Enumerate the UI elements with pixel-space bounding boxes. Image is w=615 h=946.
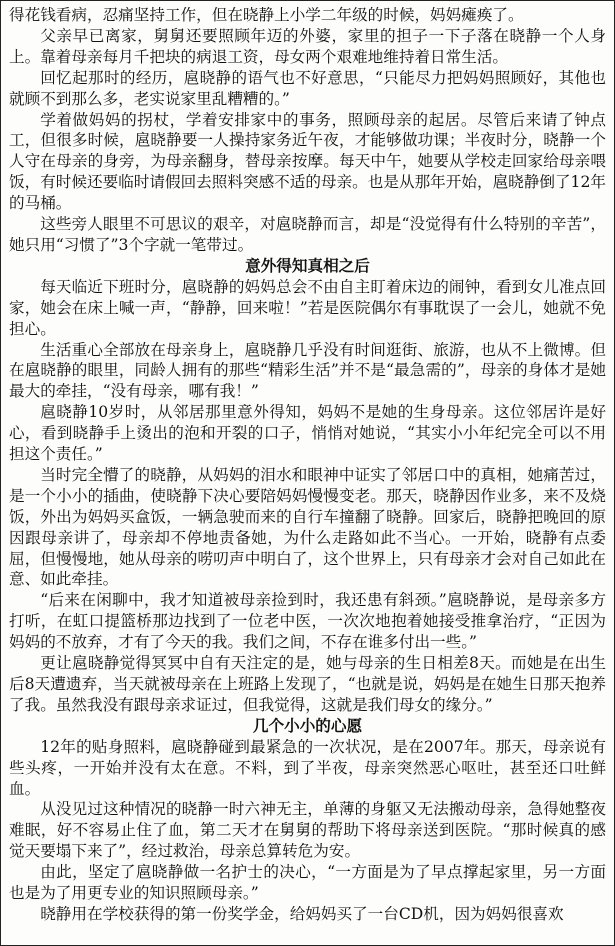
paragraph: “后来在闲聊中，我才知道被母亲捡到时，我还患有斜颈。”扈晓静说，是母亲多方打听，在虹口提篮桥那边找到了一位老中医，一次次地抱着她接受推拿治疗，“正因为妈妈的不放弃，才有了今天的我。我们之间，不存在谁多付出一些。” [9, 591, 606, 652]
paragraph: 得花钱看病，忍痛坚持工作，但在晓静上小学二年级的时候，妈妈瘫痪了。 [9, 6, 524, 24]
article-body [9, 5, 606, 925]
paragraph: 每天临近下班时分，扈晓静的妈妈总会不由自主盯着床边的闹钟，看到女儿准点回家，她会在床上喊一声，“静静，回来啦！”若是医院偶尔有事耽误了一会儿，她就不免担心。 [9, 277, 606, 338]
section-heading: 几个小小的心愿 [252, 716, 363, 735]
paragraph: 学着做妈妈的拐杖，学着安排家中的事务，照顾母亲的起居。尽管后来请了钟点工，但很多时候，扈晓静要一人操持家务近午夜，才能够做功课；半夜时分，晓静一个人守在母亲的身旁，为母亲翻身，替母亲按摩。每天中午，她要从学校走回家给母亲喂饭，有时候还要临时请假回去照料突感不适的母亲。也是从那年开始，扈晓静倒了12年的马桶。 [9, 110, 606, 213]
paragraph: 这些旁人眼里不可思议的艰辛，对扈晓静而言，却是“没觉得有什么特别的辛苦”，她只用“习惯了”3个字就一笔带过。 [9, 215, 606, 254]
paragraph: 当时完全懵了的晓静，从妈妈的泪水和眼神中证实了邻居口中的真相，她痛苦过，是一个小小的插曲，使晓静下决心要陪妈妈慢慢变老。那天，晓静因作业多，来不及烧饭，外出为妈妈买盒饭，一辆急驶而来的自行车撞翻了晓静。回家后，晓静把晚回的原因跟母亲讲了，母亲却不停地责备她，为什么走路如此不当心。一开始，晓静有点委屈，但慢慢地，她从母亲的唠叨声中明白了，这个世界上，只有母亲才会对自己如此在意、如此牵挂。 [9, 465, 606, 589]
paragraph: 12年的贴身照料，扈晓静碰到最紧急的一次状况，是在2007年。那天，母亲说有些头疼，一开始并没有太在意。不料，到了半夜，母亲突然恶心呕吐，甚至还口吐鲜血。 [9, 737, 606, 798]
paragraph: 晓静用在学校获得的第一份奖学金，给妈妈买了一台CD机，因为妈妈很喜欢 [40, 904, 564, 923]
paragraph: 回忆起那时的经历，扈晓静的语气也不好意思，“只能尽力把妈妈照顾好，其他也就顾不到那么多，老实说家里乱糟糟的。” [9, 68, 606, 108]
paragraph: 生活重心全部放在母亲身上，扈晓静几乎没有时间逛街、旅游，也从不上微博。但在扈晓静的眼里，同龄人拥有的那些“精彩生活”并不是“最急需的”，母亲的身体才是她最大的牵挂，“没有母亲，哪有我！” [9, 340, 606, 401]
paragraph: 更让扈晓静觉得冥冥中自有天注定的是，她与母亲的生日相差8天。而她是在出生后8天遭遗弃，当天就被母亲在上班路上发现了，“也就是说，妈妈是在她生日那天抱养了我。虽然我没有跟母亲求证过，但我觉得，这就是我们母女的缘分。” [9, 654, 606, 714]
paragraph: 父亲早已离家，舅舅还要照顾年迈的外婆，家里的担子一下子落在晓静一个人身上。靠着母亲每月千把块的病退工资，母女两个艰难地维持着日常生活。 [9, 26, 606, 66]
paragraph: 从没见过这种情况的晓静一时六神无主，单薄的身躯又无法搬动母亲，急得她整夜难眠，好不容易止住了血，第二天才在舅舅的帮助下将母亲送到医院。“那时候真的感觉天要塌下来了”，经过救治，母亲总算转危为安。 [9, 800, 606, 861]
section-heading: 意外得知真相之后 [245, 256, 370, 275]
paragraph: 扈晓静10岁时，从邻居那里意外得知，妈妈不是她的生身母亲。这位邻居许是好心，看到晓静手上烫出的泡和开裂的口子，悄悄对她说，“其实小小年纪完全可以不用担这个责任。” [9, 403, 606, 464]
paragraph: 由此，坚定了扈晓静做一名护士的决心，“一方面是为了早点撑起家里，另一方面也是为了用更专业的知识照顾母亲。” [9, 863, 606, 903]
